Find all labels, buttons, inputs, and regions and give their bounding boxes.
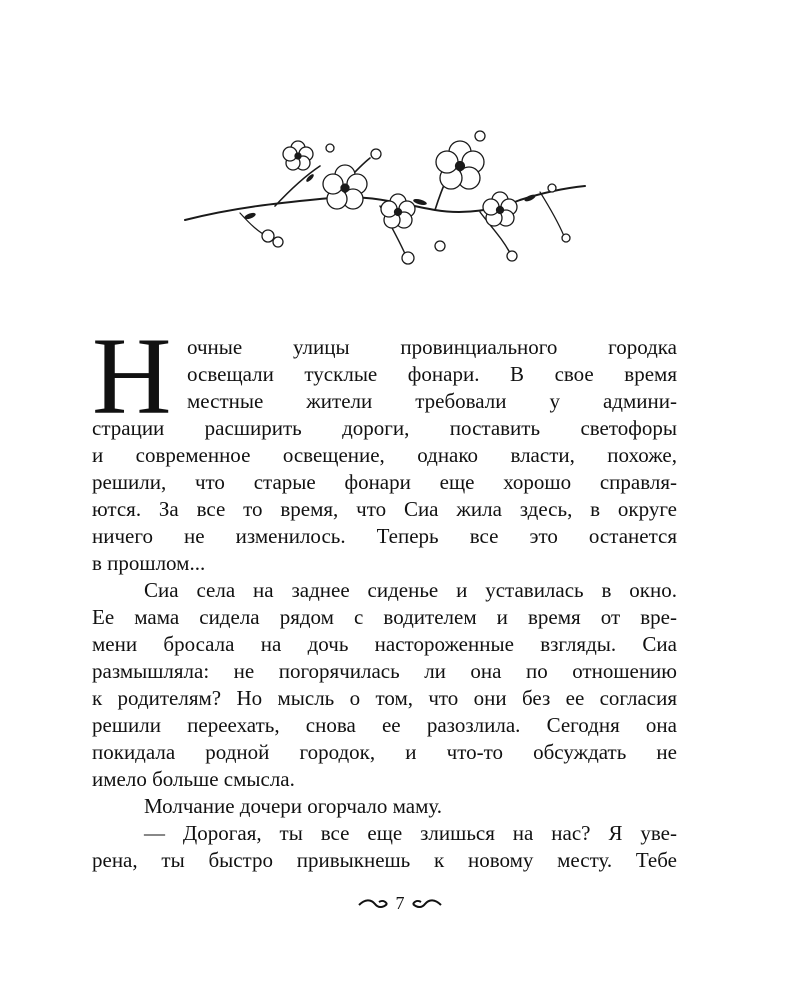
text-line: решили, что старые фонари еще хорошо справля- [92,470,677,494]
text-line: очные улицы провинциального городка [187,335,677,359]
page-number: 7 [395,893,405,913]
text-line: решили переехать, снова ее разозлила. Сегодня она [92,713,677,737]
text-line: ничего не изменилось. Теперь все это останется [92,524,677,548]
left-swirl-ornament [357,898,391,912]
text-line: к родителям? Но мысль о том, что они без ее согласия [92,686,677,710]
page-footer [0,891,800,915]
text-line: местные жители требовали у админи- [187,389,677,413]
text-line: Ее мама сидела рядом с водителем и время от вре- [92,605,677,629]
drop-cap: Н [92,315,172,437]
text-line: — Дорогая, ты все еще злишься на нас? Я уве- [144,821,677,845]
text-line: рена, ты быстро привыкнешь к новому месту. Тебе [92,848,677,872]
text-line: ются. За все то время, что Сиа жила здесь, в округе [92,497,677,521]
text-line: размышляла: не погорячилась ли она по отношению [92,659,677,683]
text-line: Сиа села на заднее сиденье и уставилась в окно. [144,578,677,602]
right-swirl-ornament [409,898,443,912]
text-line: и современное освещение, однако власти, похоже, [92,443,677,467]
text-line: имело больше смысла. [92,767,295,791]
body-text [92,315,677,874]
text-line: в прошлом... [92,551,206,575]
text-line: освещали тусклые фонари. В свое время [187,362,677,386]
text-line: мени бросала на дочь настороженные взгляды. Сиа [92,632,677,656]
cherry-blossom-branch-ornament [180,118,590,278]
text-line: страции расширить дороги, поставить светофоры [92,416,677,440]
text-line: покидала родной городок, и что-то обсуждать не [92,740,677,764]
text-line: Молчание дочери огорчало маму. [144,794,443,818]
